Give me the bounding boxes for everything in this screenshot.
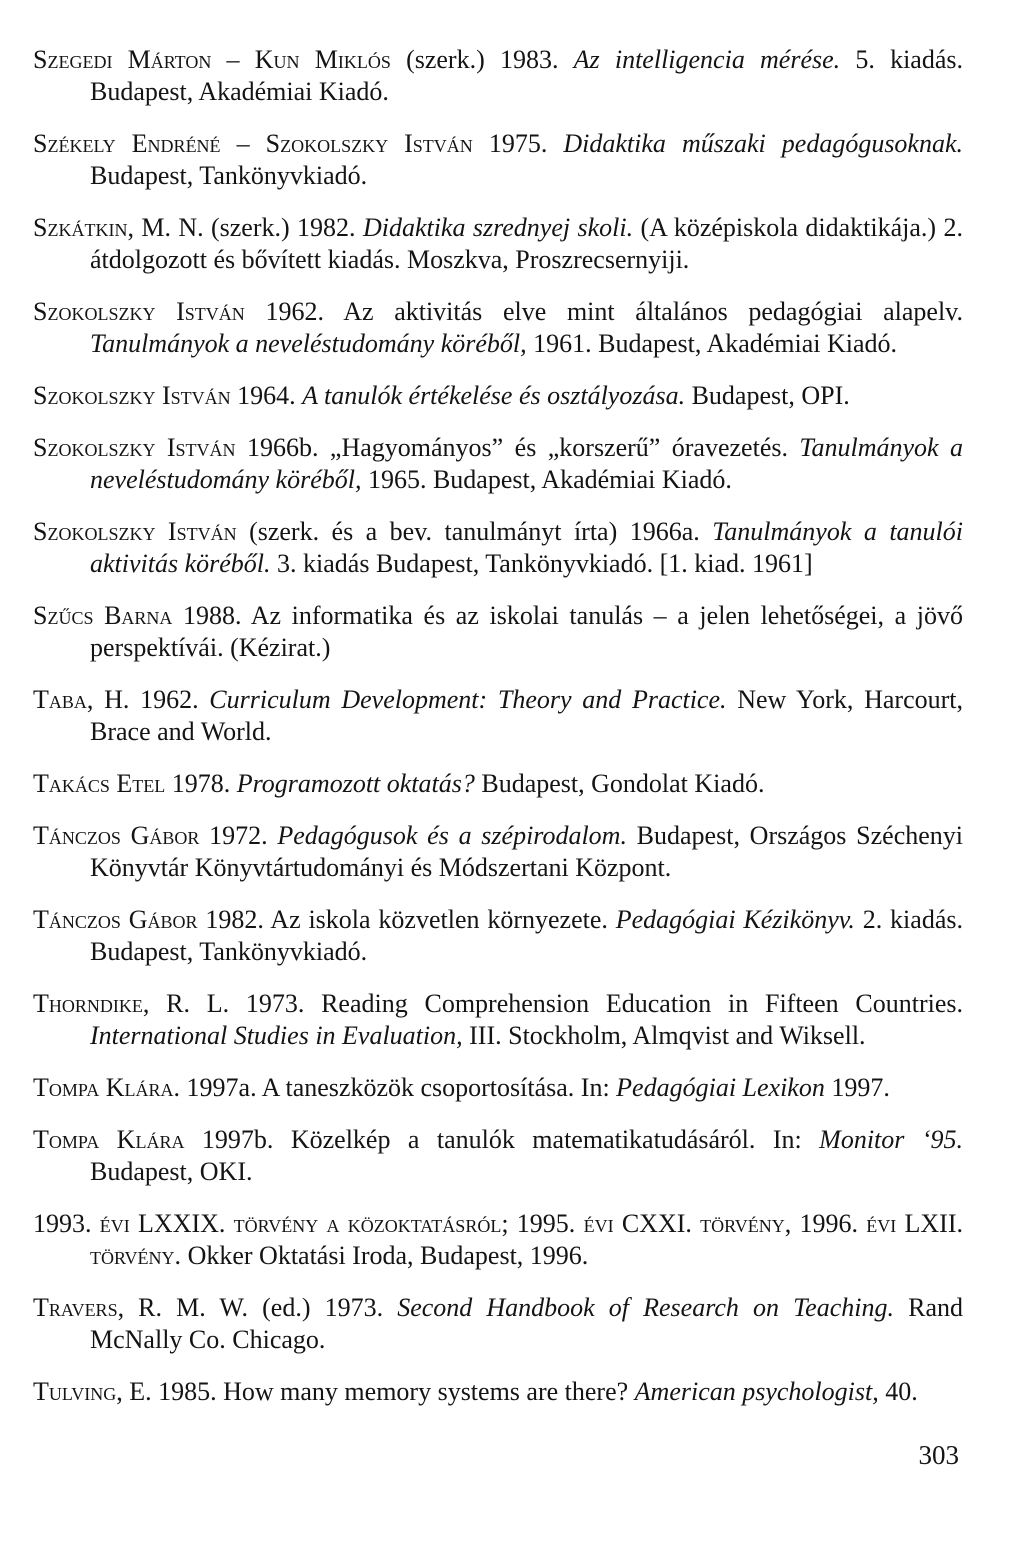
bibliography-entry (33, 820, 963, 884)
entry-text: 5. kiadás. Budapest, Akadémiai Kiadó. (90, 45, 963, 106)
entry-text: Budapest, Tankönyvkiadó. (90, 161, 368, 190)
entry-text: 1973. Reading Comprehension Education in Fifteen Countries. (229, 989, 963, 1018)
entry-title: American psychologist, (634, 1377, 879, 1406)
entry-title: Didaktika szrednyej skoli. (362, 213, 634, 242)
entry-text: 3. kiadás Budapest, Tankönyvkiadó. [1. kiad. 1961] (270, 549, 813, 578)
page-number: 303 (918, 1440, 959, 1470)
entry-author: Szűcs Barna (33, 601, 173, 630)
entry-author: Tánczos Gábor (33, 905, 198, 934)
entry-text: Budapest, Gondolat Kiadó. (474, 769, 765, 798)
bibliography-entry (33, 128, 963, 192)
entry-text: III. Stockholm, Almqvist and Wiksell. (462, 1021, 866, 1050)
bibliography-entry (33, 432, 963, 496)
entry-text: 1964. (230, 381, 303, 410)
bibliography-entry (33, 600, 963, 664)
entry-title: Pedagógusok és a szépirodalom. (277, 821, 627, 850)
entry-author: Székely Endréné – Szokolszky István (33, 129, 473, 158)
entry-author: Szokolszky István (33, 433, 236, 462)
bibliography-entry (33, 296, 963, 360)
entry-text: 1965. Budapest, Akadémiai Kiadó. (361, 465, 732, 494)
entry-text: 1962. Az aktivitás elve mint általános pedagógiai alapelv. (244, 297, 963, 326)
bibliography-entry (33, 1292, 963, 1356)
bibliography-entry (33, 1124, 963, 1188)
entry-title: Az intelligencia mérése. (573, 45, 841, 74)
entry-text: 1997a. A taneszközök csoportosítása. In: (180, 1073, 617, 1102)
bibliography-list (33, 44, 963, 1428)
entry-author: Takács Etel (33, 769, 166, 798)
entry-text: 2. kiadás. Budapest, Tankönyvkiadó. (90, 905, 963, 966)
entry-text: (szerk.) 1983. (390, 45, 574, 74)
entry-text: Budapest, OKI. (90, 1157, 253, 1186)
entry-title: Monitor ‘95. (819, 1125, 963, 1154)
entry-text: Okker Oktatási Iroda, Budapest, 1996. (181, 1241, 589, 1270)
entry-title: Didaktika műszaki pedagógusoknak. (563, 129, 964, 158)
entry-text: 1982. Az iskola közvetlen környezete. (197, 905, 616, 934)
entry-author: Szokolszky István (33, 381, 231, 410)
bibliography-entry (33, 988, 963, 1052)
entry-author: Travers, R. M. W. (33, 1293, 249, 1322)
entry-text: Budapest, Országos Széchenyi Könyvtár Könyvtártudományi és Módszertani Központ. (90, 821, 963, 882)
entry-text: 1997. (824, 1073, 890, 1102)
entry-author: Szokolszky István (33, 297, 245, 326)
entry-author: Tompa Klára (33, 1125, 185, 1154)
entry-title: Curriculum Development: Theory and Practice. (209, 685, 727, 714)
entry-author: Szkátkin, M. N. (33, 213, 204, 242)
entry-text: 40. (878, 1377, 918, 1406)
entry-title: Tanulmányok a neveléstudomány köréből, (90, 433, 964, 494)
entry-author: Tompa Klára. (33, 1073, 181, 1102)
entry-text: Budapest, OPI. (685, 381, 850, 410)
entry-text: 1997b. Közelkép a tanulók matematikatudásáról. In: (184, 1125, 820, 1154)
bibliography-entry (33, 1072, 963, 1104)
entry-text: 1972. (199, 821, 278, 850)
bibliography-entry (33, 768, 963, 800)
entry-author: Tánczos Gábor (33, 821, 200, 850)
entry-author: Tulving, E. (33, 1377, 152, 1406)
bibliography-entry (33, 44, 963, 108)
entry-author: Taba, H. (33, 685, 130, 714)
entry-author: Thorndike, R. L. (33, 989, 230, 1018)
entry-title: Tanulmányok a tanulói aktivitás köréből. (90, 517, 963, 578)
bibliography-entry (33, 516, 963, 580)
entry-text: 1978. (165, 769, 237, 798)
entry-text: (szerk.) 1982. (203, 213, 363, 242)
bibliography-entry (33, 212, 963, 276)
entry-text: (A középiskola didaktikája.) 2. átdolgozott és bővített kiadás. Moszkva, Proszrecsernyiji. (90, 213, 963, 274)
entry-text: 1988. Az informatika és az iskolai tanulás – a jelen lehetőségei, a jövő perspektívái. (Kézirat.) (90, 601, 963, 662)
entry-text: 1985. How many memory systems are there? (151, 1377, 635, 1406)
entry-text: New York, Harcourt, Brace and World. (90, 685, 963, 746)
bibliography-entry (33, 904, 963, 968)
entry-text: 1961. Budapest, Akadémiai Kiadó. (526, 329, 898, 358)
entry-author: Szokolszky István (33, 517, 237, 546)
entry-title: Tanulmányok a neveléstudomány köréből, (90, 329, 527, 358)
entry-author: Szegedi Márton – Kun Miklós (33, 45, 391, 74)
entry-title: Second Handbook of Research on Teaching. (397, 1293, 894, 1322)
entry-text: 1966b. „Hagyományos” és „korszerű” óravezetés. (235, 433, 800, 462)
entry-title: Programozott oktatás? (236, 769, 475, 798)
entry-law-title: 1993. évi LXXIX. törvény a közoktatásról; 1995. évi CXXI. törvény, 1996. évi LXII. törvény. (33, 1209, 963, 1270)
bibliography-entry (33, 1208, 963, 1272)
entry-text: 1962. (129, 685, 210, 714)
entry-text: (szerk. és a bev. tanulmányt írta) 1966a. (236, 517, 713, 546)
entry-text: (ed.) 1973. (248, 1293, 398, 1322)
entry-title: A tanulók értékelése és osztályozása. (302, 381, 686, 410)
entry-title: International Studies in Evaluation, (90, 1021, 463, 1050)
entry-title: Pedagógiai Kézikönyv. (615, 905, 855, 934)
bibliography-entry (33, 684, 963, 748)
bibliography-entry (33, 380, 963, 412)
entry-text: Rand McNally Co. Chicago. (90, 1293, 963, 1354)
entry-title: Pedagógiai Lexikon (616, 1073, 825, 1102)
bibliography-entry (33, 1376, 963, 1408)
entry-text: 1975. (472, 129, 564, 158)
